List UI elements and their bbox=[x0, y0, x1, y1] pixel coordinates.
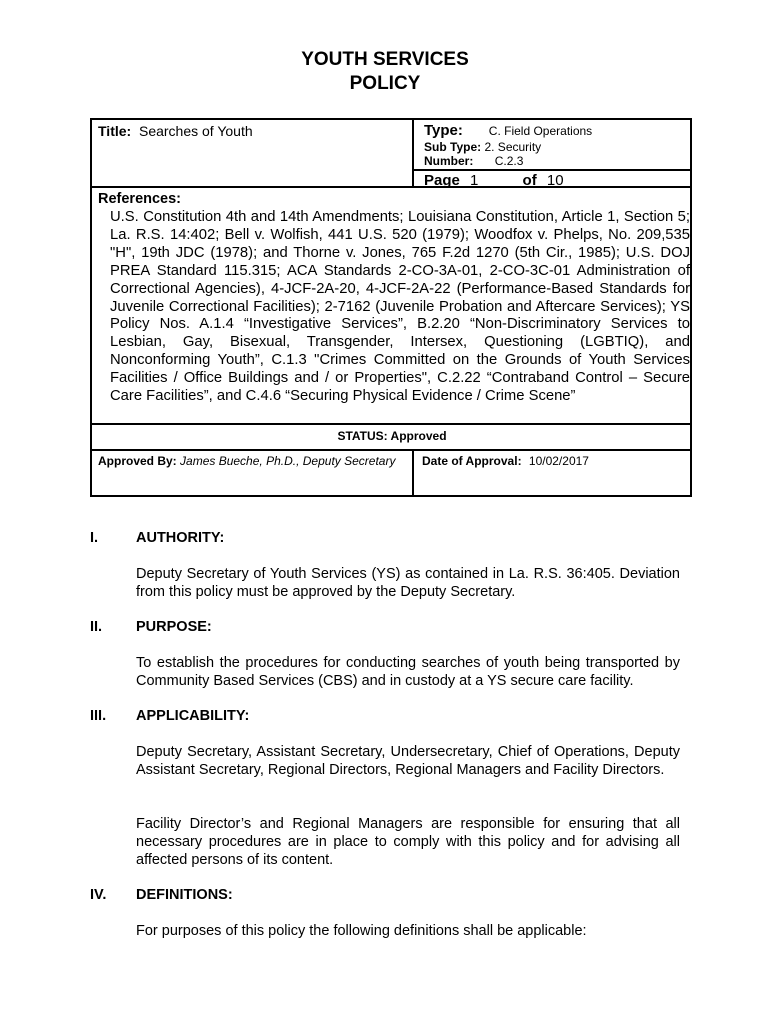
references-label: References: bbox=[98, 191, 182, 207]
subtype-value: 2. Security bbox=[484, 140, 542, 154]
of-label: of bbox=[522, 172, 537, 189]
approval-date bbox=[422, 454, 589, 468]
title-value: Searches of Youth bbox=[138, 123, 253, 139]
section-heading: DEFINITIONS: bbox=[136, 887, 233, 903]
type-value: C. Field Operations bbox=[488, 124, 593, 138]
policy-header-table bbox=[90, 118, 692, 497]
page-row-top-divider bbox=[412, 169, 692, 171]
number-label: Number: bbox=[424, 154, 474, 168]
approval-date-label: Date of Approval: bbox=[422, 454, 522, 468]
title-cell bbox=[98, 123, 253, 140]
approval-top-divider bbox=[92, 449, 692, 451]
document-title-line1: YOUTH SERVICES bbox=[301, 49, 469, 70]
references-text: U.S. Constitution 4th and 14th Amendments; Louisiana Constitution, Article 1, Section 5; La. R.S. 14:402; Bell v. Wolfish, 441 U.S. 520 (1979); Woodfox v. Phelps, No. 209,535 "H", 19th JDC (1978); and Thorne v. Jones, 765 F.2d 1270 (5th Cir., 1985); U.S. DOJ PREA Standard 115.315; ACA Standards 2-CO-3A-01, 2-CO-3C-01 Administration of Correctional Agencies), 4-JCF-2A-20, 4-JCF-2A-22 (Performance-Based Standards for Juvenile Correctional Facilities); 2-7162 (Juvenile Probation and Aftercare Services); YS Policy Nos. A.1.4 “Investigative Services”, B.2.20 “Non-Discriminatory Services to Lesbian, Gay, Bisexual, Transgender, Intersex, Questioning (LGBTIQ), and Nonconforming Youth”, C.1.3 "Crimes Committed on the Grounds of Youth Services Facilities / Office Buildings and / or Properties", C.2.22 “Contraband Control – Secure Care Facilities”, and C.4.6 “Securing Physical Evidence / Crime Scene” bbox=[110, 209, 690, 405]
approval-date-value: 10/02/2017 bbox=[528, 454, 589, 468]
section-paragraph: Deputy Secretary, Assistant Secretary, Undersecretary, Chief of Operations, Deputy Assistant Secretary, Regional Directors, Regional Managers and Facility Directors. bbox=[136, 744, 680, 778]
section-paragraph: Facility Director’s and Regional Managers are responsible for ensuring that all necessary procedures are in place to comply with this policy and for advising all affected persons of its content. bbox=[136, 816, 680, 868]
status-badge: STATUS: Approved bbox=[337, 429, 447, 443]
page-total: 10 bbox=[546, 172, 564, 189]
section-paragraph: For purposes of this policy the following definitions shall be applicable: bbox=[136, 923, 587, 939]
page-number: 1 bbox=[470, 172, 479, 189]
references-top-divider bbox=[92, 186, 692, 188]
section-paragraph: Deputy Secretary of Youth Services (YS) as contained in La. R.S. 36:405. Deviation from this policy must be approved by the Deputy Secretary. bbox=[136, 566, 680, 600]
section-number: III. bbox=[90, 708, 107, 724]
section-number: IV. bbox=[90, 887, 107, 903]
header-divider-vertical bbox=[412, 120, 414, 186]
section-paragraph: To establish the procedures for conducting searches of youth being transported by Community Based Services (CBS) and in custody at a YS secure care facility. bbox=[136, 655, 680, 689]
section-heading: AUTHORITY: bbox=[136, 530, 225, 546]
number-row bbox=[424, 154, 523, 168]
approved-by bbox=[98, 454, 395, 468]
type-label: Type: bbox=[424, 122, 463, 139]
subtype-row bbox=[424, 140, 541, 154]
approval-divider-vertical bbox=[412, 449, 414, 497]
section-heading: PURPOSE: bbox=[136, 619, 212, 635]
page-row bbox=[424, 172, 564, 189]
page-label: Page bbox=[424, 172, 460, 189]
approved-by-value: James Bueche, Ph.D., Deputy Secretary bbox=[180, 454, 396, 468]
section-heading: APPLICABILITY: bbox=[136, 708, 250, 724]
section-number: I. bbox=[90, 530, 99, 546]
subtype-label: Sub Type: bbox=[424, 140, 482, 154]
number-value: C.2.3 bbox=[494, 154, 524, 168]
document-title-line2: POLICY bbox=[349, 73, 421, 94]
type-row bbox=[424, 122, 592, 139]
section-number: II. bbox=[90, 619, 103, 635]
approved-by-label: Approved By: bbox=[98, 454, 177, 468]
title-label: Title: bbox=[98, 123, 132, 139]
status-top-divider bbox=[92, 423, 692, 425]
